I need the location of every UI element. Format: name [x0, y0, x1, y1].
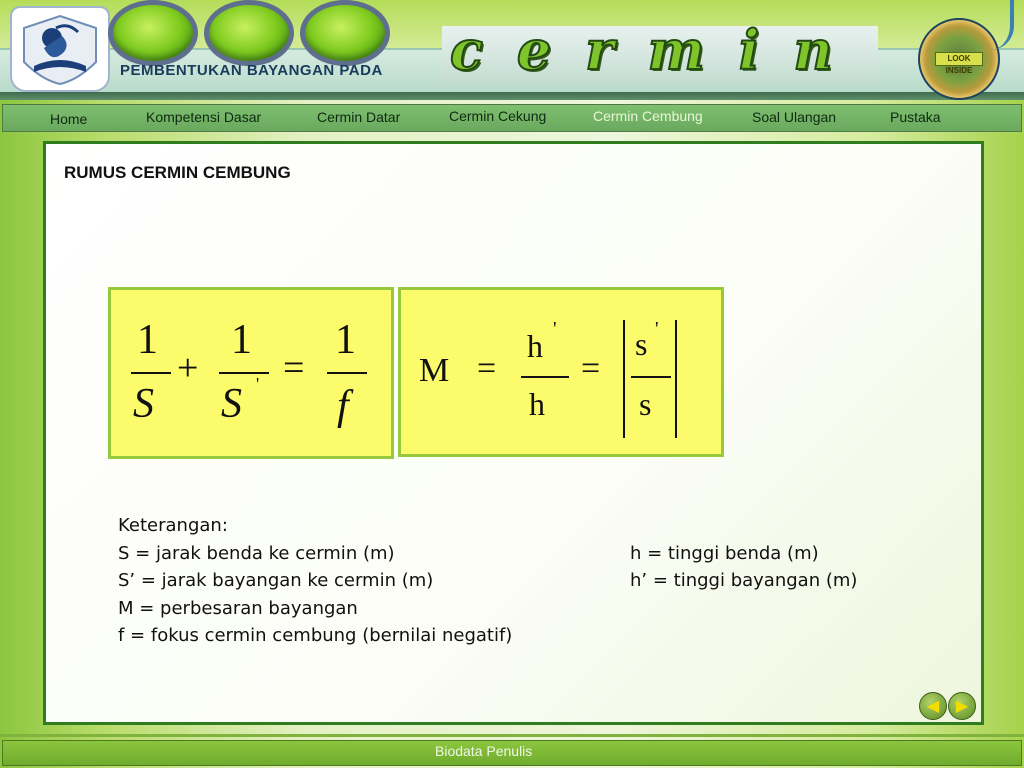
description-heading: Keterangan:: [118, 515, 228, 536]
description-text: S’ = jarak bayangan ke cermin (m): [118, 570, 434, 591]
formula1-equals: =: [283, 347, 305, 389]
description-row: [118, 622, 512, 650]
fraction-bar: [521, 376, 569, 378]
fraction-bar: [631, 376, 671, 378]
nav-cermin-cekung[interactable]: Cermin Cekung: [449, 108, 547, 124]
formula2-num-h: h: [527, 328, 543, 364]
description-text: M = perbesaran bayangan: [118, 597, 358, 619]
formula-magnification: [398, 287, 724, 457]
formula1-den2-prime: ': [256, 374, 260, 394]
decorative-pill-icon: [300, 0, 390, 66]
university-logo: [10, 6, 110, 92]
header-divider: [0, 92, 1024, 100]
formula2-equals2: =: [581, 350, 601, 387]
formula1-den3: f: [337, 383, 349, 429]
nav-soal-ulangan[interactable]: Soal Ulangan: [752, 109, 837, 125]
main-nav: [2, 104, 1022, 132]
footer-divider: [0, 734, 1024, 737]
decorative-pill-icon: [108, 0, 198, 66]
description-row: [118, 595, 512, 623]
brand-title: cermin: [450, 18, 867, 82]
page-subtitle: PEMBENTUKAN BAYANGAN PADA: [120, 62, 383, 79]
formula1-den2: S: [221, 381, 242, 427]
fraction-bar: [327, 372, 367, 374]
formula2-equals1: =: [477, 350, 497, 387]
formula2-den-s: s: [639, 386, 652, 422]
abs-bar-left: [623, 320, 625, 438]
description-row: [118, 567, 858, 595]
chevron-right-icon: ▶: [955, 696, 969, 715]
formula1-num1: 1: [137, 317, 158, 363]
nav-pustaka[interactable]: Pustaka: [890, 109, 941, 125]
next-button[interactable]: [948, 692, 976, 720]
formula2-den-h: h: [529, 386, 545, 422]
description-text: h’ = tinggi bayangan (m): [630, 570, 858, 591]
prev-button[interactable]: [919, 692, 947, 720]
formula2-M: M: [419, 352, 450, 389]
formula1-plus: +: [177, 347, 199, 389]
biodata-link[interactable]: Biodata Penulis: [435, 743, 533, 759]
formula1-den1: S: [133, 381, 154, 427]
formula1-num3: 1: [335, 317, 356, 363]
description-text: h = tinggi benda (m): [630, 542, 819, 564]
nav-cermin-cembung[interactable]: Cermin Cembung: [593, 108, 703, 124]
description-row: [118, 540, 819, 568]
chevron-left-icon: ◀: [926, 696, 940, 715]
cd-badge-label: LOOK INSIDE: [935, 52, 983, 66]
description-text: f = fokus cermin cembung (bernilai negatif): [118, 625, 513, 646]
decorative-pill-icon: [204, 0, 294, 66]
fraction-bar: [219, 372, 269, 374]
description-text: S = jarak benda ke cermin (m): [118, 542, 395, 564]
formula2-num-prime: ': [553, 318, 557, 340]
formula-mirror-equation: [108, 287, 394, 459]
description-block: [118, 512, 858, 650]
fraction-bar: [131, 372, 171, 374]
formula2-num-s-prime: ': [655, 318, 659, 340]
nav-cermin-datar[interactable]: Cermin Datar: [317, 109, 401, 125]
nav-kompetensi-dasar[interactable]: Kompetensi Dasar: [146, 109, 262, 125]
page-title: RUMUS CERMIN CEMBUNG: [64, 163, 291, 182]
abs-bar-right: [675, 320, 677, 438]
formula1-num2: 1: [231, 317, 252, 363]
nav-home[interactable]: Home: [50, 111, 88, 127]
formula2-num-s: s: [635, 326, 648, 362]
